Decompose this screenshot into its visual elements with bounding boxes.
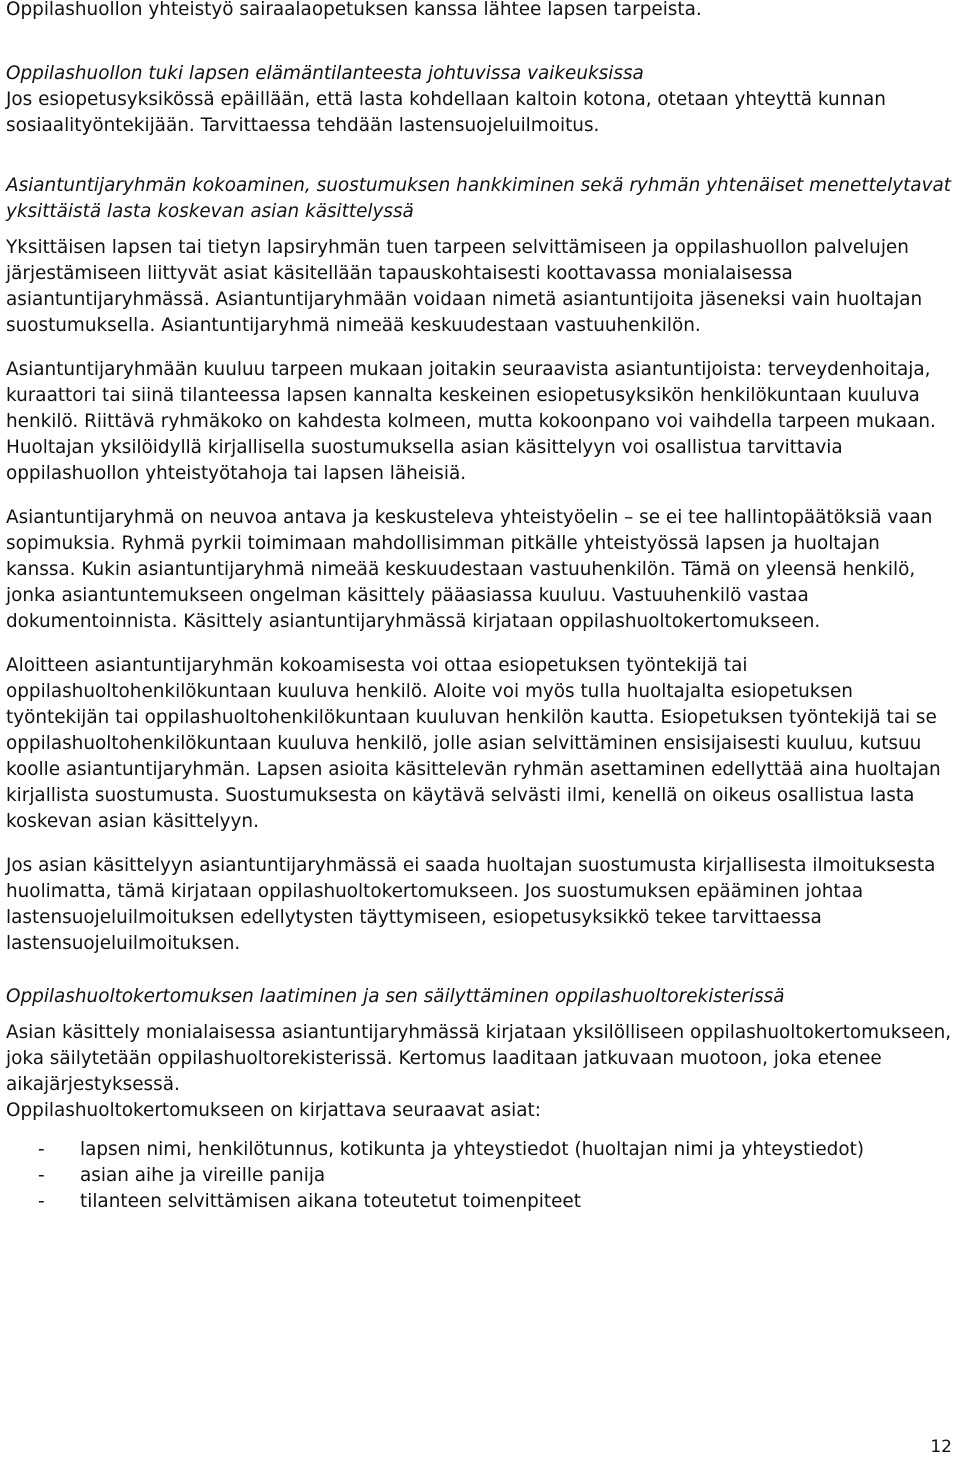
list-item-text: asian aihe ja vireille panija bbox=[80, 1165, 326, 1186]
list-marker: - bbox=[38, 1191, 45, 1212]
section-paragraph: Asiantuntijaryhmä on neuvoa antava ja keskusteleva yhteistyöelin – se ei tee hallintopäätöksiä vaan sopimuksia. Ryhmä pyrkii toimimaan mahdollisimman pitkälle yhteistyössä lapsen ja huoltajan kanssa. Kukin asiantuntijaryhmä nimeää keskuudestaan vastuuhenkilön. Tämä on yleensä henkilö, jonka asiantuntemukseen ongelman käsittely pääasiassa kuuluu. Vastuuhenkilö vastaa dokumentoinnista. Käsittely asiantuntijaryhmässä kirjataan oppilashuoltokertomukseen. bbox=[6, 507, 933, 632]
section-paragraph: Asian käsittely monialaisessa asiantuntijaryhmässä kirjataan yksilölliseen oppilashuoltokertomukseen, joka säilytetään oppilashuoltorekisterissä. Kertomus laaditaan jatkuvaan muotoon, joka etenee aikajärjestyksessä. bbox=[6, 1022, 952, 1095]
intro-line: Oppilashuollon yhteistyö sairaalaopetuksen kanssa lähtee lapsen tarpeista. bbox=[6, 0, 702, 20]
section-paragraph: Jos asian käsittelyyn asiantuntijaryhmässä ei saada huoltajan suostumusta kirjallisesta ilmoituksesta huolimatta, tämä kirjataan oppilashuoltokertomukseen. Jos suostumuksen epääminen johtaa lastensuojeluilmoituksen edellytysten täyttymiseen, esiopetusyksikkö tekee tarvittaessa lastensuojeluilmoituksen. bbox=[6, 855, 936, 954]
section-paragraph: Jos esiopetusyksikössä epäillään, että lasta kohdellaan kaltoin kotona, otetaan yhteyttä kunnan sosiaalityöntekijään. Tarvittaessa tehdään lastensuojeluilmoitus. bbox=[6, 89, 886, 136]
page-number: 12 bbox=[930, 1437, 952, 1457]
section-paragraph: Asiantuntijaryhmään kuuluu tarpeen mukaan joitakin seuraavista asiantuntijoista: terveydenhoitaja, kuraattori tai siinä tilanteessa lapsen kannalta keskeinen esiopetusyksikön henkilökuntaan kuuluva henkilö. Riittävä ryhmäkoko on kahdesta kolmeen, mutta kokoonpano voi vaihdella tarpeen mukaan. Huoltajan yksilöidyllä kirjallisella suostumuksella asian käsittelyyn voi osallistua tarvittavia oppilashuollon yhteistyötahoja tai lapsen läheisiä. bbox=[6, 359, 936, 484]
list-item-text: tilanteen selvittämisen aikana toteutetut toimenpiteet bbox=[80, 1191, 581, 1212]
list-marker: - bbox=[38, 1139, 45, 1160]
list-marker: - bbox=[38, 1165, 45, 1186]
section-heading-record-keeping: Oppilashuoltokertomuksen laatiminen ja sen säilyttäminen oppilashuoltorekisterissä bbox=[6, 986, 785, 1007]
list-item bbox=[6, 1189, 954, 1215]
record-items-list bbox=[6, 1137, 954, 1215]
section-paragraph: Aloitteen asiantuntijaryhmän kokoamisesta voi ottaa esiopetuksen työntekijä tai oppilashuoltohenkilökuntaan kuuluva henkilö. Aloite voi myös tulla huoltajalta esiopetuksen työntekijän tai oppilashuoltohenkilökuntaan kuuluvan henkilön kautta. Esiopetuksen työntekijä tai se oppilashuoltohenkilökuntaan kuuluva henkilö, jolle asian selvittäminen ensisijaisesti kuuluu, kutsuu koolle asiantuntijaryhmän. Lapsen asioita käsittelevän ryhmän asettaminen edellyttää aina huoltajan kirjallista suostumusta. Suostumuksesta on käytävä selvästi ilmi, kenellä on oikeus osallistua lasta koskevan asian käsittelyyn. bbox=[6, 655, 941, 832]
section-heading-expert-group: Asiantuntijaryhmän kokoaminen, suostumuksen hankkiminen sekä ryhmän yhtenäiset menettelytavat yksittäistä lasta koskevan asian käsittelyssä bbox=[6, 175, 951, 222]
list-item bbox=[6, 1163, 954, 1189]
section-paragraph: Yksittäisen lapsen tai tietyn lapsiryhmän tuen tarpeen selvittämiseen ja oppilashuollon palvelujen järjestämiseen liittyvät asiat käsitellään tapauskohtaisesti koottavassa monialaisessa asiantuntijaryhmässä. Asiantuntijaryhmään voidaan nimetä asiantuntijoita jäseneksi vain huoltajan suostumuksella. Asiantuntijaryhmä nimeää keskuudestaan vastuuhenkilön. bbox=[6, 237, 923, 336]
list-item bbox=[6, 1137, 954, 1163]
document-page bbox=[6, 0, 954, 1215]
list-intro: Oppilashuoltokertomukseen on kirjattava seuraavat asiat: bbox=[6, 1100, 541, 1121]
section-heading-life-situation: Oppilashuollon tuki lapsen elämäntilanteesta johtuvissa vaikeuksissa bbox=[6, 63, 644, 84]
list-item-text: lapsen nimi, henkilötunnus, kotikunta ja yhteystiedot (huoltajan nimi ja yhteystiedot) bbox=[80, 1139, 864, 1160]
